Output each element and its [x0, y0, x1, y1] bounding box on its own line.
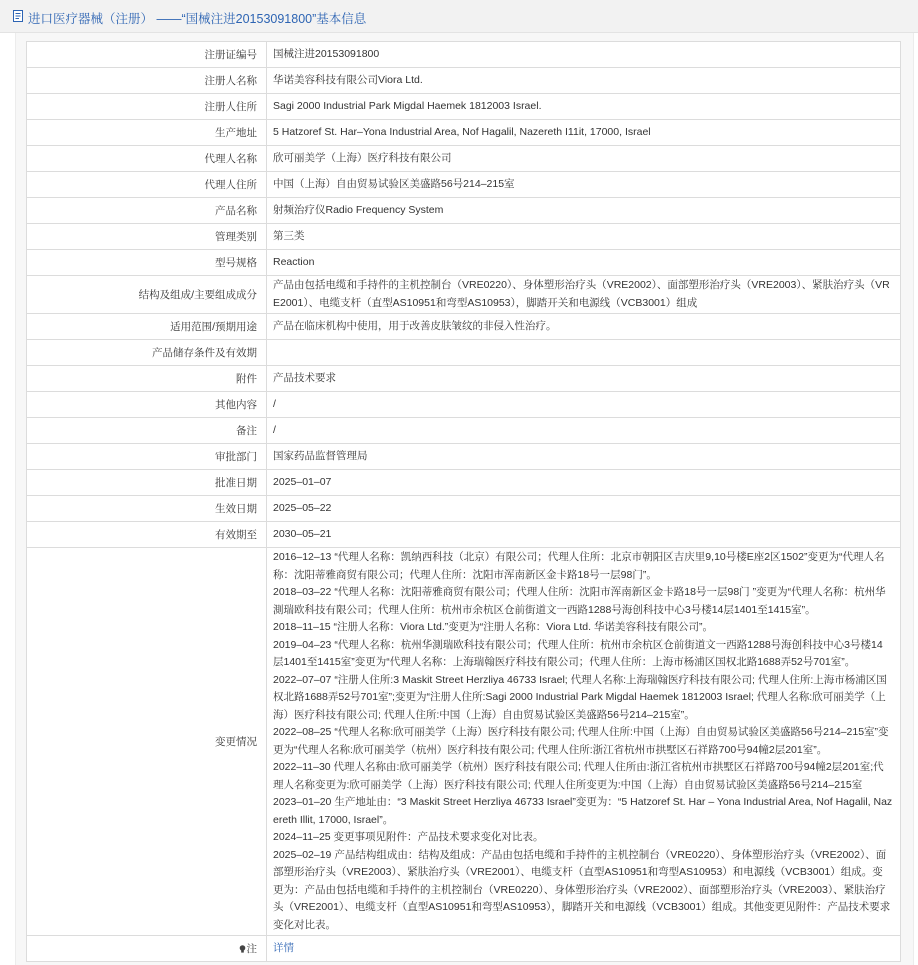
table-row: [27, 68, 901, 94]
details-link[interactable]: 详情: [273, 941, 294, 954]
row-label: 结构及组成/主要组成成分: [27, 276, 267, 314]
row-label: 审批部门: [27, 444, 267, 470]
page-header: [0, 0, 918, 33]
table-row: [27, 250, 901, 276]
row-label: 其他内容: [27, 392, 267, 418]
table-row: [27, 522, 901, 548]
table-row: [27, 276, 901, 314]
row-label: 变更情况: [27, 548, 267, 936]
row-label: 产品储存条件及有效期: [27, 340, 267, 366]
change-entry: 2016–12–13 “代理人名称：凯纳西科技（北京）有限公司；代理人住所：北京市朝阳区吉庆里9,10号楼E座2区1502”变更为“代理人名称：沈阳蒂雅商贸有限公司；代理人住所：沈阳市浑南新区金卡路18号一层98门”。: [273, 551, 885, 581]
table-row: [27, 146, 901, 172]
note-label: 注: [246, 943, 257, 955]
row-value: 第三类: [267, 224, 901, 250]
row-label: 生效日期: [27, 496, 267, 522]
table-row: [27, 172, 901, 198]
table-row: [27, 120, 901, 146]
table-row: [27, 470, 901, 496]
row-value: [267, 340, 901, 366]
change-entry: 2018–11–15 “注册人名称：Viora Ltd.”变更为“注册人名称：Viora Ltd. 华诺美容科技有限公司”。: [273, 621, 713, 633]
table-row: [27, 392, 901, 418]
row-value: 中国（上海）自由贸易试验区美盛路56号214–215室: [267, 172, 901, 198]
row-value: 国家药品监督管理局: [267, 444, 901, 470]
row-value: 2030–05–21: [267, 522, 901, 548]
table-row-changes: [27, 548, 901, 936]
row-label: 生产地址: [27, 120, 267, 146]
row-label: 备注: [27, 418, 267, 444]
document-icon: [13, 10, 23, 22]
row-value: 国械注进20153091800: [267, 42, 901, 68]
change-entry: 2022–08–25 “代理人名称:欣可丽美学（上海）医疗科技有限公司; 代理人住所:中国（上海）自由贸易试验区美盛路56号214–215室”变更为“代理人名称:欣可丽美学（杭州）医疗科技有限公司; 代理人住所:浙江省杭州市拱墅区石祥路700号94幢2层201室”。: [273, 726, 889, 756]
page-title: 进口医疗器械（注册） ——“国械注进20153091800”基本信息: [28, 12, 367, 26]
device-info-table: [26, 41, 901, 962]
row-label: 型号规格: [27, 250, 267, 276]
change-history: [267, 548, 901, 936]
row-label: 有效期至: [27, 522, 267, 548]
row-label: 批准日期: [27, 470, 267, 496]
row-label: 管理类别: [27, 224, 267, 250]
row-label: 注册人名称: [27, 68, 267, 94]
row-label: 产品名称: [27, 198, 267, 224]
change-entry: 2019–04–23 “代理人名称：杭州华測瑞欧科技有限公司；代理人住所：杭州市余杭区仓前街道文一西路1288号海创科技中心3号楼14层1401至1415室”变更为“代理人名称：上海瑞翰医疗科技有限公司；代理人住所：上海市杨浦区国权北路1688弄52号701室”。: [273, 638, 883, 668]
row-value: 射频治疗仪Radio Frequency System: [267, 198, 901, 224]
row-label: 代理人住所: [27, 172, 267, 198]
row-label: 代理人名称: [27, 146, 267, 172]
table-row-note: [27, 936, 901, 962]
table-row: [27, 314, 901, 340]
row-label: 适用范围/预期用途: [27, 314, 267, 340]
change-entry: 2022–11–30 代理人名称由:欣可丽美学（杭州）医疗科技有限公司; 代理人住所由:浙江省杭州市拱墅区石祥路700号94幢2层201室;代理人名称变更为:欣可丽美学（上海）医疗科技有限公司; 代理人住所变更为:中国（上海）自由贸易试验区美盛路56号214–215室: [273, 761, 884, 791]
note-label-cell: [27, 936, 267, 962]
row-value: 产品由包括电缆和手持件的主机控制台（VRE0220）、身体塑形治疗头（VRE2002）、面部塑形治疗头（VRE2003）、紧肤治疗头（VRE2001）、电缆支杆（直型AS10951和弯型AS10953），脚踏开关和电源线（VCB3001）组成: [267, 276, 901, 314]
change-entry: 2025–02–19 产品结构组成由：结构及组成：产品由包括电缆和手持件的主机控制台（VRE0220）、身体塑形治疗头（VRE2002）、面部塑形治疗头（VRE2003）、紧肤治疗头（VRE2001）、电缆支杆（直型AS10951和弯型AS10953）和电源线（VCB3001）组成。变更为：产品由包括电缆和手持件的主机控制台（VRE0220）、身体塑形治疗头（VRE2002）、面部塑形治疗头（VRE2003）、紧肤治疗头（VRE2001）、电缆支杆（直型AS10951和弯型AS10953），脚踏开关和电源线（VCB3001）组成。其他变更见附件：产品技术要求变化对比表。: [273, 848, 891, 931]
table-row: [27, 340, 901, 366]
table-row: [27, 198, 901, 224]
lightbulb-icon: [239, 945, 246, 953]
row-value: 产品在临床机构中使用，用于改善皮肤皱纹的非侵入性治疗。: [267, 314, 901, 340]
change-entry: 2024–11–25 变更事项见附件：产品技术要求变化对比表。: [273, 831, 544, 843]
row-value: Sagi 2000 Industrial Park Migdal Haemek 1812003 Israel.: [267, 94, 901, 120]
row-value: Reaction: [267, 250, 901, 276]
row-value: 产品技术要求: [267, 366, 901, 392]
row-value: 华诺美容科技有限公司Viora Ltd.: [267, 68, 901, 94]
row-value: /: [267, 418, 901, 444]
row-value: 5 Hatzoref St. Har–Yona Industrial Area, Nof Hagalil, Nazereth I11it, 17000, Israel: [267, 120, 901, 146]
row-value: /: [267, 392, 901, 418]
change-entry: 2018–03–22 “代理人名称：沈阳蒂雅商贸有限公司；代理人住所：沈阳市浑南新区金卡路18号一层98门 ”变更为“代理人名称：杭州华測瑞欧科技有限公司；代理人住所：杭州市余杭区仓前街道文一西路1288号海创科技中心3号楼14层1401至1415室”。: [273, 586, 886, 616]
row-value: 2025–01–07: [267, 470, 901, 496]
table-row: [27, 42, 901, 68]
table-row: [27, 444, 901, 470]
table-row: [27, 366, 901, 392]
row-value: 欣可丽美学（上海）医疗科技有限公司: [267, 146, 901, 172]
table-row: [27, 94, 901, 120]
change-entry: 2023–01–20 生产地址由：“3 Maskit Street Herzliya 46733 Israel”变更为：“5 Hatzoref St. Har – Yona Industrial Area, Nof Hagalil, Nazereth Illit, 17000, Israel”。: [273, 796, 893, 826]
row-label: 附件: [27, 366, 267, 392]
row-label: 注册人住所: [27, 94, 267, 120]
table-row: [27, 418, 901, 444]
row-value: 2025–05–22: [267, 496, 901, 522]
note-value: [267, 936, 901, 962]
table-row: [27, 224, 901, 250]
change-entry: 2022–07–07 “注册人住所:3 Maskit Street Herzliya 46733 Israel; 代理人名称:上海瑞翰医疗科技有限公司; 代理人住所:上海市杨浦区国权北路1688弄52号701室”;变更为“注册人住所:Sagi 2000 Industrial Park Migdal Haemek 1812003 Israel; 代理人名称:欣可丽美学（上海）医疗科技有限公司; 代理人住所:中国（上海）自由贸易试验区美盛路56号214–215室”。: [273, 673, 887, 721]
row-label: 注册证编号: [27, 42, 267, 68]
table-row: [27, 496, 901, 522]
